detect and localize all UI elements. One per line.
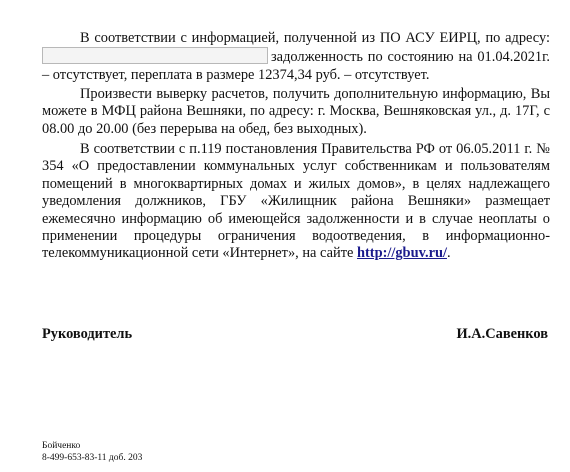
- legal-notice-end: .: [446, 245, 451, 262]
- paragraph-address-text: В соответствии с информацией, полученной из ПО АСУ ЕИРЦ, по адресу:: [80, 30, 550, 46]
- paragraph-reconciliation: Произвести выверку расчетов, получить дополнительную информацию, Вы можете в МФЦ района Вешняки, по адресу: г. Москва, Вешняковская ул., д. 17Г, с 08.00 до 20.00 (без перерыва на обед, без выходных).: [42, 86, 550, 137]
- executor-phone: 8-499-653-83-11 доб. 203: [42, 453, 143, 463]
- signature-name: И.А.Савенков: [456, 326, 548, 342]
- signature-role: Руководитель: [42, 326, 133, 342]
- paragraph-legal-notice: [42, 141, 550, 263]
- paragraph-address-debt: [42, 30, 550, 84]
- executor-name: Бойченко: [42, 441, 81, 451]
- legal-notice-text: В соответствии с п.119 постановления Правительства РФ от 06.05.2011 г. № 354 «О предоставлении коммунальных услуг собственникам и пользователям помещений в многоквартирных домах и жилых домов», в целях надлежащего уведомления должников, ГБУ «Жилищник района Вешняки» размещает ежемесячно информацию об имеющейся задолженности и в случае неоплаты о применении процедуры ограничения водоотведения, в информационно-телекоммуникационной сети «Интернет», на сайте: [42, 141, 550, 262]
- website-link[interactable]: http://gbuv.ru/: [356, 245, 447, 262]
- paragraph-debt-text: задолженность по состоянию на 01.04.2021г. – отсутствует, переплата в размере 12374,34 руб. – отсутствует.: [42, 49, 550, 83]
- redacted-address-box: [42, 47, 268, 64]
